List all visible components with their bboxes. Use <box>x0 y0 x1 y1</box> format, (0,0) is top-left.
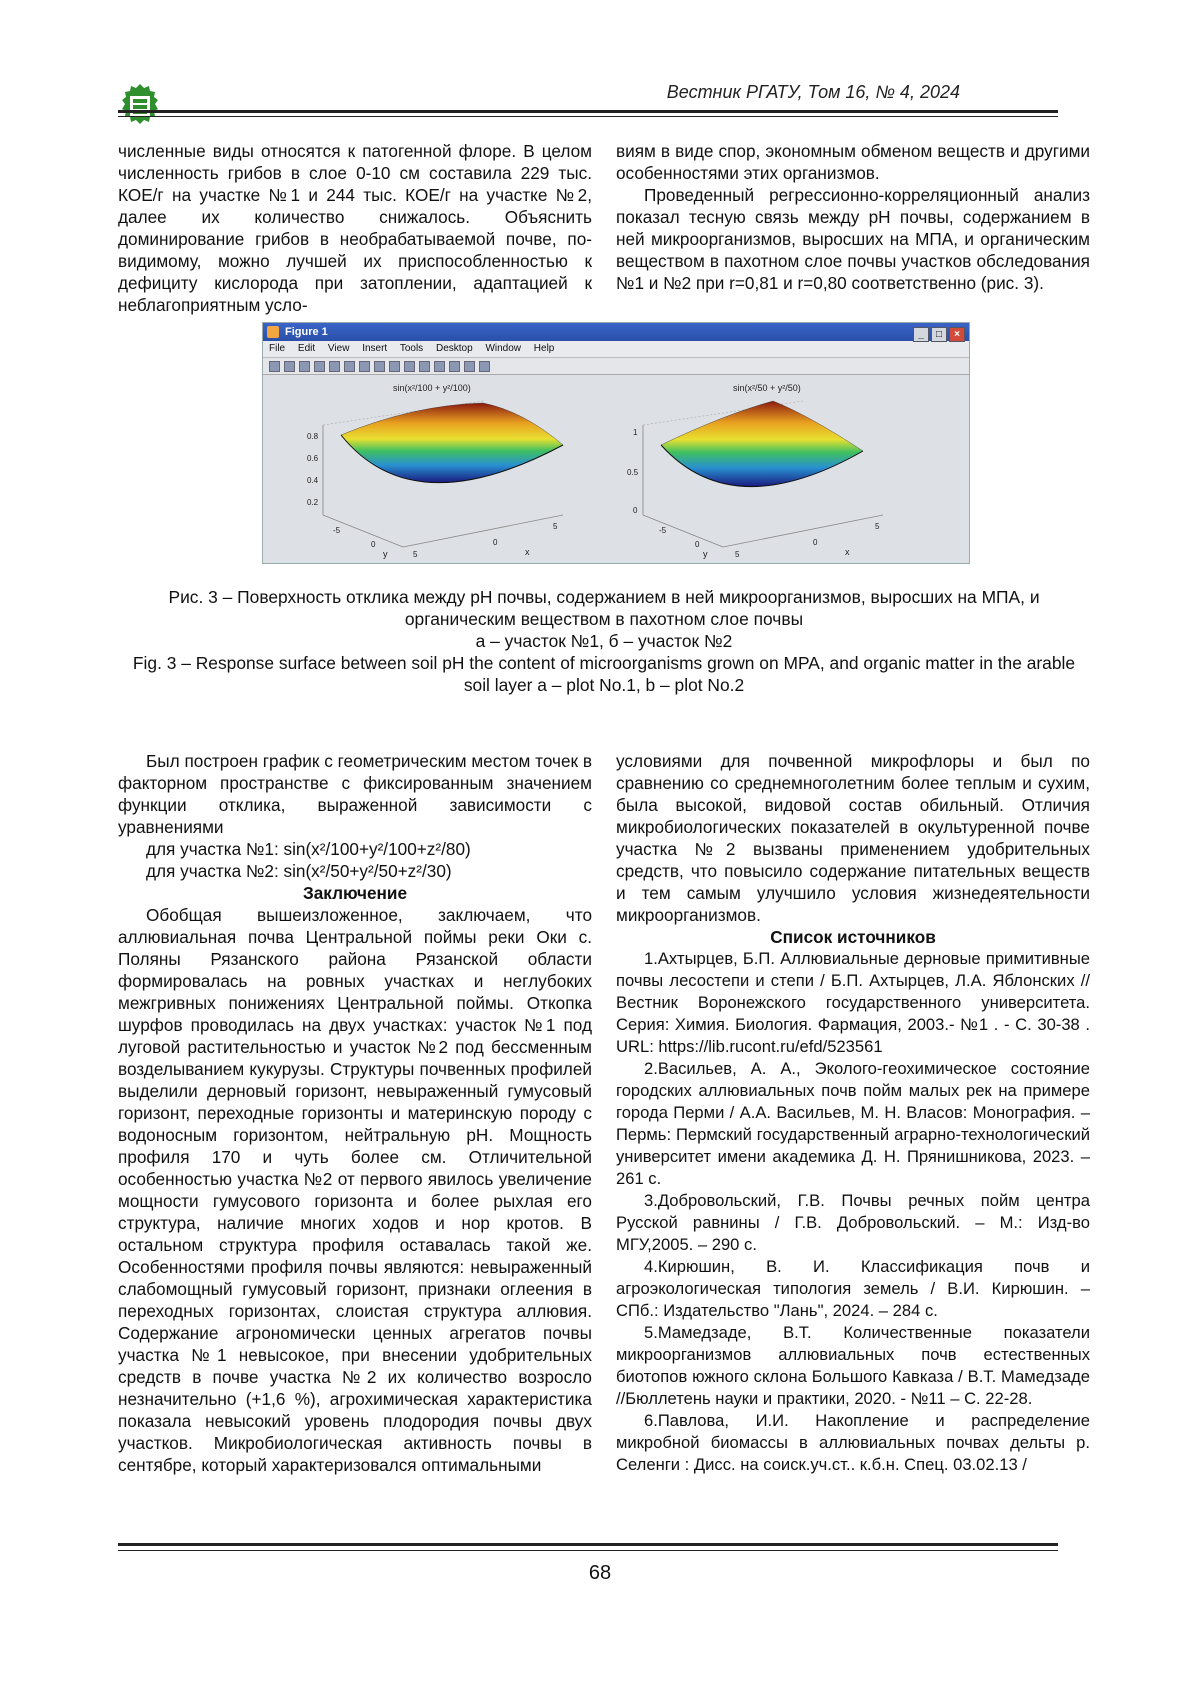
caption-ru: Рис. 3 – Поверхность отклика между pH почвы, содержанием в ней микроорганизмов, выросших на МПА, и органическим веществом в пахотном слое почвы <box>168 587 1040 629</box>
figure-window <box>262 322 970 564</box>
right-column-bottom <box>616 750 1090 1476</box>
menu-window[interactable]: Window <box>485 343 522 354</box>
menu-insert[interactable]: Insert <box>362 343 388 354</box>
paragraph: Был построен график с геометрическим местом точек в факторном пространстве с фиксированным значением функции отклика, выраженной зависимости с уравнениями <box>118 751 592 837</box>
plot-a-ytick: 0 <box>493 538 498 547</box>
journal-logo <box>118 82 162 130</box>
header-rule <box>118 110 1058 113</box>
plot-b-xtick: -5 <box>659 526 667 535</box>
reference-item: 1.Ахтырцев, Б.П. Аллювиальные дерновые примитивные почвы лесостепи и степи / Б.П. Ахтырцев, Л.А. Яблонских // Вестник Воронежского государственного университета. Серия: Химия. Биология. Фармация, 2003.- №1 . - С. 30-38 . URL: https://lib.rucont.ru/efd/523561 <box>616 949 1090 1056</box>
equation-plot-2: для участка №2: sin(x²/50+y²/50+z²/30) <box>146 861 452 881</box>
rotate-icon[interactable] <box>389 361 400 372</box>
journal-title: Вестник РГАТУ, Том 16, № 4, 2024 <box>666 82 960 102</box>
surface-plots <box>263 375 969 563</box>
equation-plot-1: для участка №1: sin(x²/100+y²/100+z²/80) <box>146 839 471 859</box>
save-icon[interactable] <box>299 361 310 372</box>
caption-ru-parts: а – участок №1, б – участок №2 <box>475 631 733 651</box>
open-icon[interactable] <box>284 361 295 372</box>
plot-b-xtick: 0 <box>695 540 700 549</box>
paragraph: численные виды относятся к патогенной флоре. В целом численность грибов в слое 0-10 см составила 229 тыс. КОЕ/г на участке №1 и 244 тыс. КОЕ/г на участке №2, далее их количество снижалось. Объяснить доминирование грибов в необрабатываемой почве, по-видимому, можно лучшей их приспособленностью к дефициту кислорода при затоплении, адаптацией к неблагоприятным усло- <box>118 141 592 315</box>
reference-item: 6.Павлова, И.И. Накопление и распределение микробной биомассы в аллювиальных почвах дельты р. Селенги : Дисс. на соиск.уч.ст.. к.б.н. Спец. 03.02.13 / <box>616 1411 1090 1474</box>
plot-b-axis-y: y <box>703 549 708 559</box>
colorbar-icon[interactable] <box>449 361 460 372</box>
header-rule-thin <box>118 116 1058 117</box>
plot-b-ztick: 1 <box>633 428 638 437</box>
footer-rule <box>118 1543 1058 1546</box>
surface-plot-b <box>627 383 883 559</box>
plot-a-title: sin(x²/100 + y²/100) <box>393 383 471 393</box>
footer-rule-thin <box>118 1550 1058 1551</box>
plot-a-axis-x: x <box>525 547 530 557</box>
menu-tools[interactable]: Tools <box>399 343 424 354</box>
plot-a-xtick: -5 <box>333 526 341 535</box>
figure-plot-area <box>263 375 969 563</box>
plot-a-ytick: 5 <box>553 522 558 531</box>
reference-item: 3.Добровольский, Г.В. Почвы речных пойм центра Русской равнины / Г.В. Добровольский. – М.: Изд-во МГУ,2005. – 290 с. <box>616 1191 1090 1254</box>
plot-a-ztick: 0.8 <box>307 432 319 441</box>
page-number: 68 <box>588 1562 612 1584</box>
paragraph: Проведенный регрессионно-корреляционный анализ показал тесную связь между pH почвы, содержанием в ней микроорганизмов, выросших на МПА, и органическим веществом в пахотном слое почвы участков обследования №1 и №2 при r=0,81 и r=0,80 соответственно (рис. 3). <box>616 185 1090 293</box>
reference-item: 4.Кирюшин, В. И. Классификация почв и агроэкологическая типология земель / В.И. Кирюшин. – СПб.: Издательство "Лань", 2024. – 284 с. <box>616 1257 1090 1320</box>
left-column-top <box>118 140 592 316</box>
plot-b-xtick: 5 <box>735 550 740 559</box>
left-column-bottom <box>118 750 592 1476</box>
zoom-in-icon[interactable] <box>344 361 355 372</box>
close-button[interactable]: × <box>949 327 965 342</box>
figure-toolbar <box>263 358 969 375</box>
plot-b-ztick: 0.5 <box>627 468 639 477</box>
plot-a-axis-y: y <box>383 549 388 559</box>
pan-icon[interactable] <box>374 361 385 372</box>
section-heading-conclusion: Заключение <box>302 883 408 903</box>
menu-help[interactable]: Help <box>533 343 555 354</box>
paragraph: виям в виде спор, экономным обменом веществ и другими особенностями этих организмов. <box>616 141 1090 183</box>
caption-en: Fig. 3 – Response surface between soil pH the content of microorganisms grown on MPA, and organic matter in the arable soil layer a – plot No.1, b – plot No.2 <box>132 653 1076 695</box>
legend-icon[interactable] <box>464 361 475 372</box>
section-heading-references: Список источников <box>770 927 936 947</box>
menu-view[interactable]: View <box>327 343 350 354</box>
menu-desktop[interactable]: Desktop <box>435 343 473 354</box>
print-icon[interactable] <box>314 361 325 372</box>
plot-b-ztick: 0 <box>633 506 638 515</box>
data-cursor-icon[interactable] <box>404 361 415 372</box>
paragraph: условиями для почвенной микрофлоры и был по сравнению со среднемноголетним более теплым и сухим, была высокой, видовой состав обильный. Отличия микробиологических показателей в окультуренной почве участка №2 вызваны применением удобрительных средств, что повысило содержание питательных веществ и тем самым улучшило условия жизнедеятельности микроорганизмов. <box>616 751 1090 925</box>
zoom-out-icon[interactable] <box>359 361 370 372</box>
maximize-button[interactable]: □ <box>931 327 947 342</box>
figure-titlebar <box>263 323 969 341</box>
brush-icon[interactable] <box>419 361 430 372</box>
right-column-top <box>616 140 1090 294</box>
plot-a-ztick: 0.2 <box>307 498 319 507</box>
link-icon[interactable] <box>434 361 445 372</box>
figure-caption <box>118 586 1090 696</box>
plot-a-ztick: 0.6 <box>307 454 319 463</box>
figure-window-title: Figure 1 <box>285 326 328 338</box>
menu-edit[interactable]: Edit <box>297 343 316 354</box>
surface-plot-a <box>307 383 563 559</box>
plot-b-axis-x: x <box>845 547 850 557</box>
figure-menubar <box>263 341 969 358</box>
reference-item: 2.Васильев, А. А., Эколого-геохимическое состояние городских аллювиальных почв пойм малых рек на примере города Перми / А.А. Васильев, М. Н. Власов: Монография. – Пермь: Пермский государственный аграрно-технологический университет имени академика Д. Н. Прянишникова, 2023. – 261 с. <box>616 1059 1090 1188</box>
matlab-icon <box>267 326 279 338</box>
plot-b-title: sin(x²/50 + y²/50) <box>733 383 801 393</box>
plot-b-ytick: 0 <box>813 538 818 547</box>
minimize-button[interactable]: _ <box>913 327 929 342</box>
paragraph: Обобщая вышеизложенное, заключаем, что аллювиальная почва Центральной поймы реки Оки с. Поляны Рязанского района Рязанской области формировалась на ровных участках и неглубоких межгривных понижениях Центральной поймы. Откопка шурфов проводилась на двух участках: участок №1 под луговой растительностью и участок №2 под бессменным возделыванием кукурузы. Структуры почвенных профилей выделили дерновый горизонт, невыраженный гумусовый горизонт, переходные горизонты и материнскую породу с водоносным горизонтом, нейтральную pH. Мощность профиля 170 и чуть более см. Отличительной особенностью участка №2 от первого явилось увеличение мощности гумусового горизонта и более рыхлая его структура, наличие многих ходов и нор кротов. В остальном структура профиля оставалась такой же. Особенностями профиля почвы являются: невыраженный слабомощный гумусовый горизонт, признаки оглеения в переходных горизонтах, слоистая структура аллювия. Содержание агрономически ценных агрегатов почвы участка №1 невысокое, при внесении удобрительных средств в почве участка №2 их количество возросло незначительно (+1,6 %), агрохимическая характеристика показала невысокий уровень плодородия почвы двух участков. Микробиологическая активность почвы в сентябре, который характеризовался оптимальными <box>118 905 592 1475</box>
plot-a-xtick: 0 <box>371 540 376 549</box>
plot-a-xtick: 5 <box>413 550 418 559</box>
pointer-icon[interactable] <box>329 361 340 372</box>
plot-b-ytick: 5 <box>875 522 880 531</box>
new-figure-icon[interactable] <box>269 361 280 372</box>
hide-tools-icon[interactable] <box>479 361 490 372</box>
reference-item: 5.Мамедзаде, В.Т. Количественные показатели микроорганизмов аллювиальных почв естественных биотопов южного склона Большого Кавказа / В.Т. Мамедзаде //Бюллетень науки и практики, 2020. - №11 – С. 22-28. <box>616 1323 1090 1408</box>
plot-a-ztick: 0.4 <box>307 476 319 485</box>
menu-file[interactable]: File <box>269 343 286 354</box>
